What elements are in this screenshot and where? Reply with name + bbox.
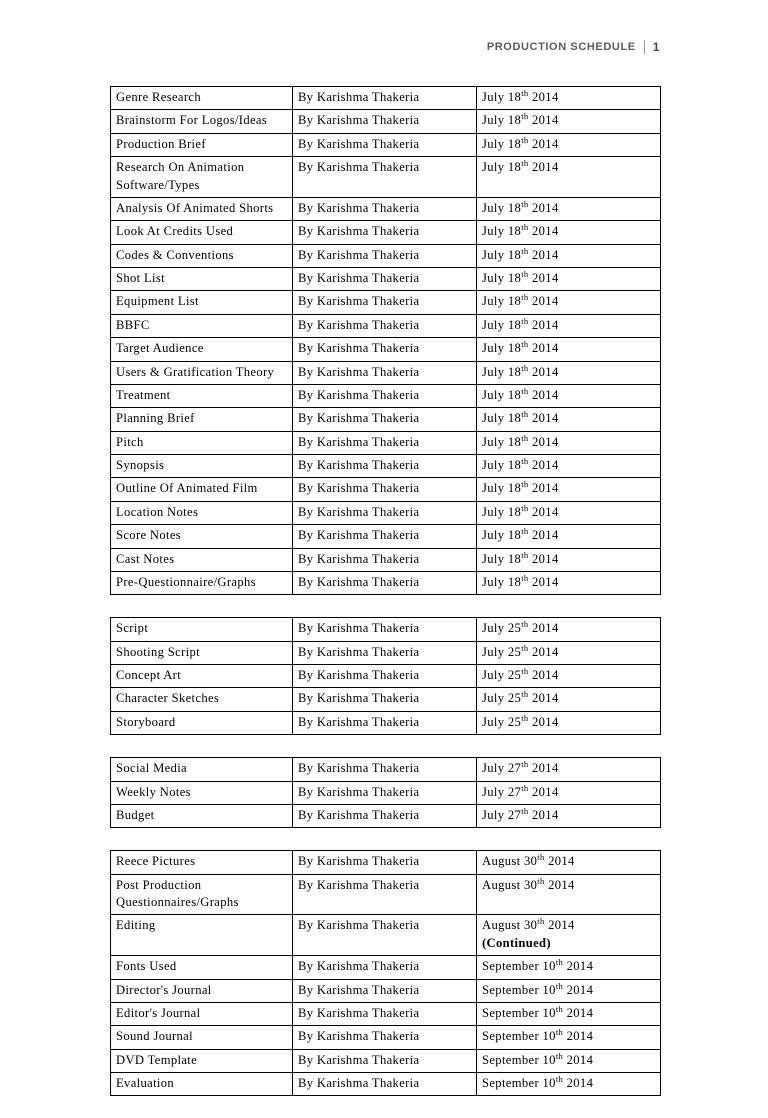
date-year: 2014 (528, 294, 559, 309)
date-year: 2014 (563, 1005, 594, 1020)
date-text: July 18 (482, 160, 522, 175)
date-cell (477, 244, 661, 267)
assignee-cell: By Karishma Thakeria (293, 915, 477, 956)
date-text: July 18 (482, 551, 522, 566)
date-ordinal-suffix: th (521, 222, 529, 233)
table-row (111, 157, 661, 198)
date-text: September 10 (482, 1005, 556, 1020)
date-year: 2014 (528, 224, 559, 239)
assignee-cell: By Karishma Thakeria (293, 110, 477, 133)
assignee-cell: By Karishma Thakeria (293, 979, 477, 1002)
date-year: 2014 (528, 113, 559, 128)
date-ordinal-suffix: th (521, 338, 529, 349)
date-text: July 18 (482, 364, 522, 379)
table-row (111, 874, 661, 915)
date-text: July 18 (482, 136, 522, 151)
task-cell: Target Audience (111, 338, 293, 361)
table-row (111, 618, 661, 641)
task-cell: Cast Notes (111, 548, 293, 571)
table-row (111, 525, 661, 548)
table-row (111, 408, 661, 431)
date-cell (477, 688, 661, 711)
date-cell (477, 804, 661, 827)
table-row (111, 571, 661, 594)
task-cell: DVD Template (111, 1049, 293, 1072)
date-ordinal-suffix: th (521, 805, 529, 816)
date-ordinal-suffix: th (555, 1050, 564, 1061)
table-row (111, 1049, 661, 1072)
table-row (111, 1026, 661, 1049)
assignee-cell: By Karishma Thakeria (293, 665, 477, 688)
date-cell (477, 157, 661, 198)
assignee-cell: By Karishma Thakeria (293, 384, 477, 407)
date-year: 2014 (563, 959, 594, 974)
date-cell (477, 478, 661, 501)
date-ordinal-suffix: th (521, 572, 529, 583)
date-ordinal-suffix: th (521, 642, 529, 653)
date-ordinal-suffix: th (521, 712, 529, 723)
table-row (111, 361, 661, 384)
table-row (111, 478, 661, 501)
date-year: 2014 (528, 574, 559, 589)
date-year: 2014 (528, 644, 559, 659)
table-row (111, 268, 661, 291)
date-ordinal-suffix: th (521, 525, 529, 536)
date-text: July 18 (482, 90, 522, 104)
assignee-cell: By Karishma Thakeria (293, 157, 477, 198)
task-cell: Social Media (111, 758, 293, 781)
date-text: July 18 (482, 247, 522, 262)
date-text: July 18 (482, 411, 522, 426)
task-cell: Character Sketches (111, 688, 293, 711)
date-year: 2014 (528, 621, 559, 636)
date-cell (477, 758, 661, 781)
date-text: July 27 (482, 761, 522, 776)
task-cell: Users & Gratification Theory (111, 361, 293, 384)
date-ordinal-suffix: th (521, 479, 529, 490)
date-year: 2014 (563, 982, 594, 997)
assignee-cell: By Karishma Thakeria (293, 408, 477, 431)
date-text: July 18 (482, 387, 522, 402)
table-row (111, 221, 661, 244)
date-year: 2014 (528, 136, 559, 151)
date-year: 2014 (528, 528, 559, 543)
date-text: August 30 (482, 854, 538, 869)
task-cell: Editing (111, 915, 293, 956)
assignee-cell: By Karishma Thakeria (293, 478, 477, 501)
date-year: 2014 (528, 504, 559, 519)
date-cell (477, 501, 661, 524)
date-text: July 18 (482, 458, 522, 472)
date-cell (477, 525, 661, 548)
date-ordinal-suffix: th (521, 198, 529, 209)
date-text: July 18 (482, 317, 522, 332)
assignee-cell: By Karishma Thakeria (293, 1049, 477, 1072)
task-cell: Treatment (111, 384, 293, 407)
date-cell (477, 338, 661, 361)
date-text: July 18 (482, 504, 522, 519)
date-ordinal-suffix: th (521, 111, 529, 122)
date-text: September 10 (482, 959, 556, 974)
date-text: July 25 (482, 644, 522, 659)
date-cell (477, 431, 661, 454)
assignee-cell: By Karishma Thakeria (293, 804, 477, 827)
task-cell: Codes & Conventions (111, 244, 293, 267)
date-text: July 18 (482, 481, 522, 496)
date-cell (477, 1073, 661, 1096)
table-row (111, 758, 661, 781)
date-year: 2014 (528, 341, 559, 356)
date-year: 2014 (528, 668, 559, 682)
date-year: 2014 (563, 1052, 594, 1067)
task-cell: Production Brief (111, 133, 293, 156)
date-year: 2014 (528, 160, 559, 175)
task-cell: Look At Credits Used (111, 221, 293, 244)
date-text: July 18 (482, 271, 522, 285)
date-year: 2014 (544, 877, 575, 892)
task-cell: Pre-Questionnaire/Graphs (111, 571, 293, 594)
assignee-cell: By Karishma Thakeria (293, 781, 477, 804)
task-cell: BBFC (111, 314, 293, 337)
task-cell: Brainstorm For Logos/Ideas (111, 110, 293, 133)
assignee-cell: By Karishma Thakeria (293, 455, 477, 478)
date-cell (477, 110, 661, 133)
date-text: July 27 (482, 807, 522, 822)
task-cell: Reece Pictures (111, 851, 293, 874)
table-row (111, 197, 661, 220)
date-ordinal-suffix: th (521, 665, 529, 676)
date-cell (477, 851, 661, 874)
date-text: September 10 (482, 1076, 556, 1090)
task-cell: Research On Animation Software/Types (111, 157, 293, 198)
header-title: PRODUCTION SCHEDULE (486, 41, 636, 53)
date-year: 2014 (528, 317, 559, 332)
task-cell: Script (111, 618, 293, 641)
date-cell (477, 711, 661, 734)
schedule-table (110, 617, 661, 735)
table-row (111, 501, 661, 524)
date-ordinal-suffix: th (521, 245, 529, 256)
assignee-cell: By Karishma Thakeria (293, 525, 477, 548)
date-ordinal-suffix: th (555, 1003, 564, 1014)
page-number: 1 (652, 40, 660, 54)
page-header (487, 40, 660, 54)
task-cell: Concept Art (111, 665, 293, 688)
date-ordinal-suffix: th (521, 455, 529, 466)
date-note: (Continued) (482, 935, 551, 950)
date-cell (477, 1049, 661, 1072)
date-year: 2014 (528, 761, 559, 776)
date-cell (477, 915, 661, 956)
date-year: 2014 (528, 434, 559, 449)
date-cell (477, 408, 661, 431)
assignee-cell: By Karishma Thakeria (293, 431, 477, 454)
date-cell (477, 291, 661, 314)
task-cell: Synopsis (111, 455, 293, 478)
date-year: 2014 (528, 247, 559, 262)
assignee-cell: By Karishma Thakeria (293, 291, 477, 314)
date-year: 2014 (528, 691, 559, 706)
date-cell (477, 314, 661, 337)
table-row (111, 291, 661, 314)
date-year: 2014 (528, 90, 559, 104)
table-row (111, 641, 661, 664)
date-ordinal-suffix: th (521, 385, 529, 396)
task-cell: Post Production Questionnaires/Graphs (111, 874, 293, 915)
date-year: 2014 (544, 918, 575, 933)
date-cell (477, 1002, 661, 1025)
assignee-cell: By Karishma Thakeria (293, 1002, 477, 1025)
table-row (111, 688, 661, 711)
date-ordinal-suffix: th (521, 549, 529, 560)
assignee-cell: By Karishma Thakeria (293, 571, 477, 594)
date-text: July 25 (482, 714, 522, 729)
date-ordinal-suffix: th (537, 852, 545, 863)
date-cell (477, 455, 661, 478)
assignee-cell: By Karishma Thakeria (293, 1026, 477, 1049)
date-ordinal-suffix: th (521, 157, 529, 168)
date-year: 2014 (528, 271, 559, 285)
table-row (111, 133, 661, 156)
date-cell (477, 781, 661, 804)
date-text: July 18 (482, 528, 522, 543)
date-year: 2014 (528, 411, 559, 426)
assignee-cell: By Karishma Thakeria (293, 956, 477, 979)
task-cell: Equipment List (111, 291, 293, 314)
date-text: September 10 (482, 1029, 556, 1044)
assignee-cell: By Karishma Thakeria (293, 758, 477, 781)
assignee-cell: By Karishma Thakeria (293, 133, 477, 156)
date-ordinal-suffix: th (521, 134, 529, 145)
date-ordinal-suffix: th (521, 782, 529, 793)
date-text: July 18 (482, 294, 522, 309)
date-ordinal-suffix: th (521, 292, 529, 303)
assignee-cell: By Karishma Thakeria (293, 641, 477, 664)
task-cell: Shooting Script (111, 641, 293, 664)
date-ordinal-suffix: th (521, 758, 529, 769)
assignee-cell: By Karishma Thakeria (293, 1073, 477, 1096)
task-cell: Score Notes (111, 525, 293, 548)
table-row (111, 548, 661, 571)
schedule-table (110, 86, 661, 595)
date-cell (477, 548, 661, 571)
date-ordinal-suffix: th (555, 1073, 564, 1084)
date-cell (477, 268, 661, 291)
table-row (111, 781, 661, 804)
date-year: 2014 (528, 364, 559, 379)
date-ordinal-suffix: th (521, 362, 529, 373)
assignee-cell: By Karishma Thakeria (293, 197, 477, 220)
table-row (111, 87, 661, 110)
date-ordinal-suffix: th (537, 875, 545, 886)
assignee-cell: By Karishma Thakeria (293, 711, 477, 734)
task-cell: Editor's Journal (111, 1002, 293, 1025)
task-cell: Director's Journal (111, 979, 293, 1002)
date-ordinal-suffix: th (521, 502, 529, 513)
date-year: 2014 (528, 714, 559, 729)
date-text: August 30 (482, 877, 538, 892)
date-text: August 30 (482, 918, 538, 933)
date-ordinal-suffix: th (521, 268, 529, 279)
date-ordinal-suffix: th (555, 980, 564, 991)
date-cell (477, 87, 661, 110)
table-row (111, 338, 661, 361)
date-cell (477, 361, 661, 384)
date-cell (477, 665, 661, 688)
table-row (111, 665, 661, 688)
date-text: July 25 (482, 668, 522, 682)
assignee-cell: By Karishma Thakeria (293, 851, 477, 874)
assignee-cell: By Karishma Thakeria (293, 314, 477, 337)
date-cell (477, 1026, 661, 1049)
date-year: 2014 (528, 807, 559, 822)
date-year: 2014 (528, 200, 559, 215)
task-cell: Shot List (111, 268, 293, 291)
date-text: July 25 (482, 691, 522, 706)
assignee-cell: By Karishma Thakeria (293, 338, 477, 361)
table-row (111, 915, 661, 956)
date-text: July 18 (482, 574, 522, 589)
assignee-cell: By Karishma Thakeria (293, 548, 477, 571)
date-cell (477, 197, 661, 220)
date-text: July 18 (482, 200, 522, 215)
date-cell (477, 133, 661, 156)
date-text: July 18 (482, 224, 522, 239)
schedule-table (110, 757, 661, 828)
date-ordinal-suffix: th (521, 619, 529, 630)
date-cell (477, 618, 661, 641)
table-row (111, 956, 661, 979)
date-ordinal-suffix: th (521, 432, 529, 443)
date-text: July 18 (482, 113, 522, 128)
assignee-cell: By Karishma Thakeria (293, 618, 477, 641)
assignee-cell: By Karishma Thakeria (293, 874, 477, 915)
table-row (111, 851, 661, 874)
table-row (111, 455, 661, 478)
date-ordinal-suffix: th (537, 916, 545, 927)
date-ordinal-suffix: th (555, 956, 564, 967)
date-text: September 10 (482, 982, 556, 997)
assignee-cell: By Karishma Thakeria (293, 688, 477, 711)
date-ordinal-suffix: th (521, 689, 529, 700)
task-cell: Storyboard (111, 711, 293, 734)
assignee-cell: By Karishma Thakeria (293, 361, 477, 384)
date-year: 2014 (528, 551, 559, 566)
date-cell (477, 979, 661, 1002)
assignee-cell: By Karishma Thakeria (293, 244, 477, 267)
task-cell: Pitch (111, 431, 293, 454)
date-text: September 10 (482, 1052, 556, 1067)
task-cell: Analysis Of Animated Shorts (111, 197, 293, 220)
assignee-cell: By Karishma Thakeria (293, 221, 477, 244)
table-row (111, 1073, 661, 1096)
task-cell: Genre Research (111, 87, 293, 110)
table-row (111, 1002, 661, 1025)
assignee-cell: By Karishma Thakeria (293, 268, 477, 291)
task-cell: Weekly Notes (111, 781, 293, 804)
table-row (111, 244, 661, 267)
task-cell: Evaluation (111, 1073, 293, 1096)
date-text: July 18 (482, 434, 522, 449)
table-row (111, 979, 661, 1002)
schedule-tables (110, 86, 660, 1118)
date-cell (477, 956, 661, 979)
date-year: 2014 (544, 854, 575, 869)
table-row (111, 314, 661, 337)
table-row (111, 711, 661, 734)
task-cell: Planning Brief (111, 408, 293, 431)
table-row (111, 431, 661, 454)
date-ordinal-suffix: th (521, 87, 529, 98)
task-cell: Sound Journal (111, 1026, 293, 1049)
task-cell: Location Notes (111, 501, 293, 524)
table-row (111, 384, 661, 407)
date-cell (477, 221, 661, 244)
date-year: 2014 (563, 1076, 594, 1090)
table-row (111, 804, 661, 827)
task-cell: Budget (111, 804, 293, 827)
task-cell: Fonts Used (111, 956, 293, 979)
date-text: July 25 (482, 621, 522, 636)
date-cell (477, 571, 661, 594)
date-year: 2014 (528, 481, 559, 496)
date-year: 2014 (528, 458, 559, 472)
assignee-cell: By Karishma Thakeria (293, 501, 477, 524)
date-year: 2014 (528, 784, 559, 799)
date-text: July 27 (482, 784, 522, 799)
date-ordinal-suffix: th (555, 1027, 564, 1038)
assignee-cell: By Karishma Thakeria (293, 87, 477, 110)
date-year: 2014 (528, 387, 559, 402)
date-ordinal-suffix: th (521, 409, 529, 420)
table-row (111, 110, 661, 133)
date-cell (477, 384, 661, 407)
schedule-table (110, 850, 661, 1096)
date-year: 2014 (563, 1029, 594, 1044)
date-cell (477, 874, 661, 915)
date-text: July 18 (482, 341, 522, 356)
date-cell (477, 641, 661, 664)
header-divider (644, 40, 645, 54)
date-ordinal-suffix: th (521, 315, 529, 326)
task-cell: Outline Of Animated Film (111, 478, 293, 501)
